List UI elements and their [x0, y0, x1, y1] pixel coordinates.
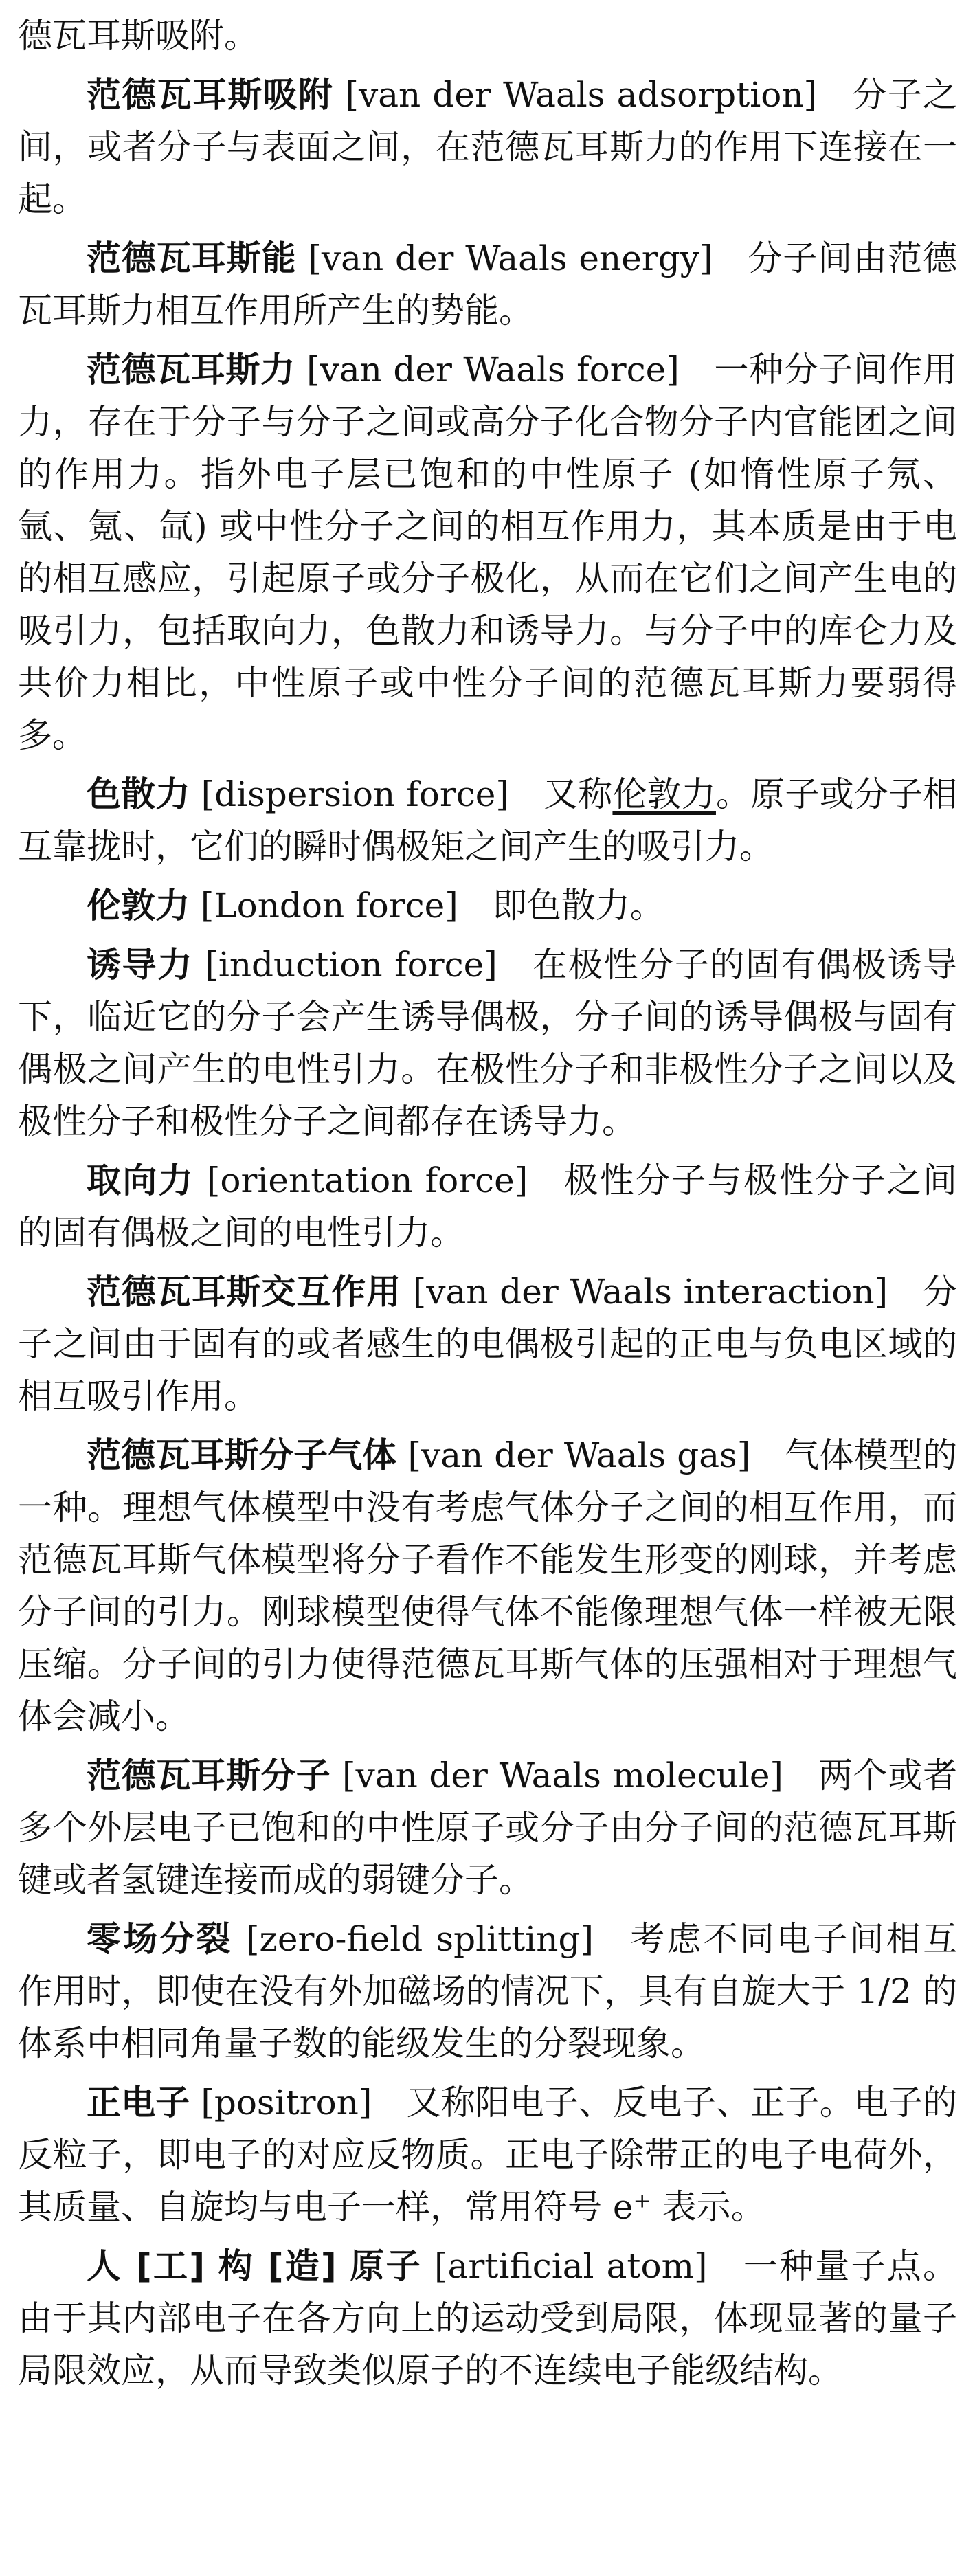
entry-van-der-waals-gas [18, 1429, 957, 1743]
continuation-text: 德瓦耳斯吸附。 [18, 16, 258, 56]
entry-dispersion-force [18, 768, 957, 873]
entry-term: 范德瓦耳斯交互作用 [87, 1272, 401, 1312]
entry-definition-before: 又称 [543, 774, 613, 814]
entry-definition: 分子之间由于固有的或者感生的电偶极引起的正电与负电区域的相互吸引作用。 [18, 1272, 957, 1416]
entry-english: [dispersion force] [201, 774, 509, 814]
entry-london-force [18, 880, 957, 932]
entry-definition: 两个或者多个外层电子已饱和的中性原子或分子由分子间的范德瓦耳斯键或者氢键连接而成的弱键分子。 [18, 1756, 957, 1900]
entry-van-der-waals-interaction [18, 1266, 957, 1422]
entry-van-der-waals-adsorption [18, 69, 957, 225]
entry-definition: 极性分子与极性分子之间的固有偶极之间的电性引力。 [18, 1161, 957, 1253]
entry-term: 诱导力 [87, 945, 193, 985]
entry-definition-after: 。原子或分子相互靠拢时，它们的瞬时偶极矩之间产生的吸引力。 [18, 774, 958, 866]
entry-definition: 一种分子间作用力，存在于分子与分子之间或高分子化合物分子内官能团之间的作用力。指外电子层已饱和的中性原子 (如惰性原子氖、氩、氪、氙) 或中性分子之间的相互作用力，其本质是由于电的相互感应，引起原子或分子极化，从而在它们之间产生电的吸引力，包括取向力，色散力和诱导力。与分子中的库仑力及共价力相比，中性原子或中性分子间的范德瓦耳斯力要弱得多。 [18, 350, 958, 755]
entry-definition: 分子间由范德瓦耳斯力相互作用所产生的势能。 [18, 238, 957, 331]
entry-english: [van der Waals molecule] [342, 1756, 783, 1795]
entry-term: 范德瓦耳斯力 [87, 350, 295, 390]
entry-english: [positron] [201, 2083, 372, 2123]
entry-orientation-force [18, 1154, 957, 1259]
entry-induction-force [18, 939, 957, 1147]
cross-reference-link[interactable]: 伦敦力 [612, 774, 716, 814]
entry-english: [van der Waals gas] [407, 1435, 751, 1475]
entry-artificial-atom [18, 2240, 957, 2397]
entry-english: [orientation force] [206, 1161, 528, 1200]
entry-term: 人 [工] 构 [造] 原子 [87, 2246, 422, 2286]
entry-english: [London force] [200, 886, 458, 926]
entry-term: 取向力 [87, 1161, 194, 1200]
entry-van-der-waals-energy [18, 232, 957, 337]
entry-english: [zero-field splitting] [246, 1919, 594, 1959]
entry-definition: 分子之间，或者分子与表面之间，在范德瓦耳斯力的作用下连接在一起。 [18, 75, 957, 219]
entry-definition: 气体模型的一种。理想气体模型中没有考虑气体分子之间的相互作用，而范德瓦耳斯气体模型将分子看作不能发生形变的刚球，并考虑分子间的引力。刚球模型使得气体不能像理想气体一样被无限压缩。分子间的引力使得范德瓦耳斯气体的压强相对于理想气体会减小。 [18, 1435, 957, 1736]
entry-definition: 一种量子点。由于其内部电子在各方向上的运动受到局限，体现显著的量子局限效应，从而导致类似原子的不连续电子能级结构。 [18, 2246, 957, 2390]
entry-van-der-waals-molecule [18, 1749, 957, 1906]
entry-term: 范德瓦耳斯分子 [87, 1756, 331, 1795]
entry-definition: 即色散力。 [492, 886, 664, 926]
entry-definition: 考虑不同电子间相互作用时，即使在没有外加磁场的情况下，具有自旋大于 1/2 的体系中相同角量子数的能级发生的分裂现象。 [18, 1919, 957, 2063]
entry-term: 范德瓦耳斯分子气体 [87, 1435, 397, 1475]
entry-van-der-waals-force [18, 344, 957, 761]
entry-positron [18, 2076, 957, 2233]
entry-term: 色散力 [87, 774, 190, 814]
entry-definition: 在极性分子的固有偶极诱导下，临近它的分子会产生诱导偶极，分子间的诱导偶极与固有偶极之间产生的电性引力。在极性分子和非极性分子之间以及极性分子和极性分子之间都存在诱导力。 [18, 945, 958, 1141]
entry-english: [van der Waals interaction] [412, 1272, 888, 1312]
entry-english: [artificial atom] [434, 2246, 708, 2286]
entry-term: 零场分裂 [87, 1919, 233, 1959]
entry-term: 范德瓦耳斯吸附 [87, 75, 334, 115]
entry-english: [van der Waals adsorption] [345, 75, 818, 115]
entry-english: [van der Waals force] [306, 350, 680, 390]
entry-term: 伦敦力 [87, 886, 190, 926]
entry-english: [induction force] [205, 945, 497, 985]
entry-definition: 又称阳电子、反电子、正子。电子的反粒子，即电子的对应反物质。正电子除带正的电子电荷外，其质量、自旋均与电子一样，常用符号 e⁺ 表示。 [18, 2083, 958, 2227]
entry-term: 正电子 [87, 2083, 190, 2123]
entry-term: 范德瓦耳斯能 [87, 238, 297, 278]
entry-english: [van der Waals energy] [308, 238, 713, 278]
entry-zero-field-splitting [18, 1913, 957, 2070]
